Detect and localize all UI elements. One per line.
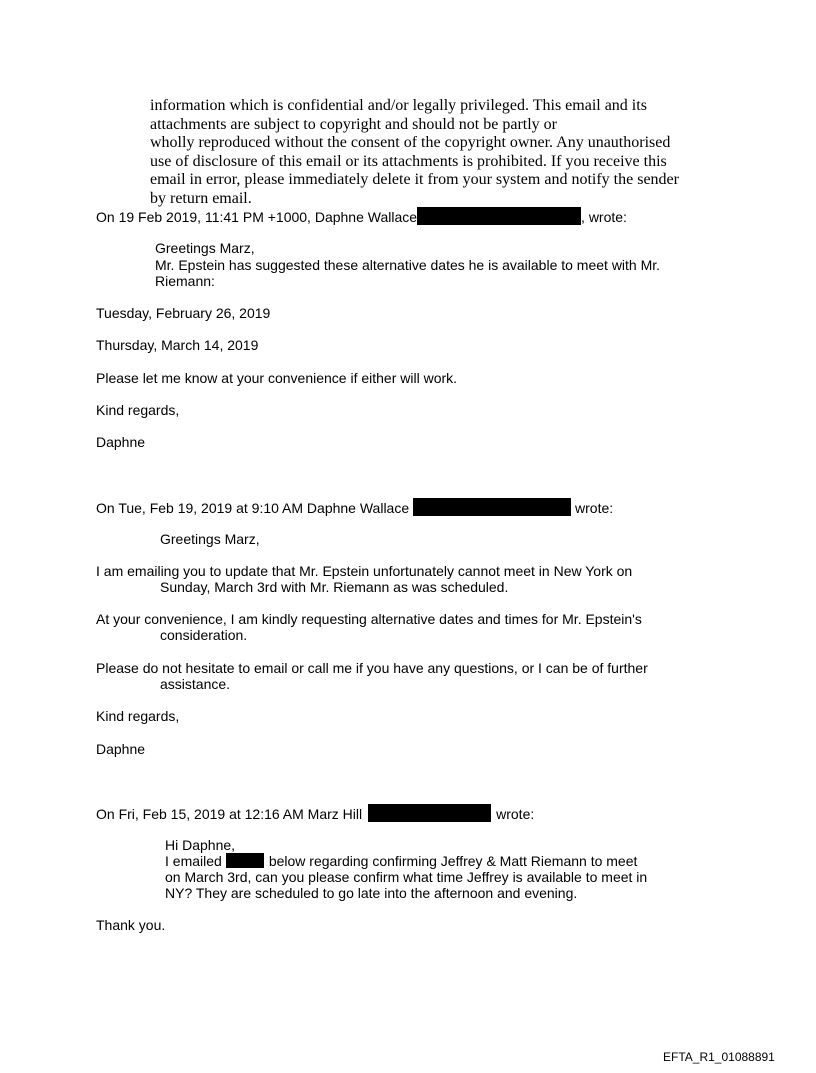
- disclaimer-line: information which is confidential and/or legally privileged. This email and its: [150, 97, 647, 114]
- email-1-header: [96, 207, 627, 225]
- email-2-signature: Daphne: [96, 741, 146, 757]
- email-3-line1-suffix: below regarding confirming Jeffrey & Matt Riemann to meet: [268, 853, 638, 869]
- email-2-header-prefix: On Tue, Feb 19, 2019 at 9:10 AM Daphne Wallace: [96, 500, 410, 516]
- email-2-body-line: consideration.: [160, 627, 248, 643]
- email-3-body-line: on March 3rd, can you please confirm what time Jeffrey is available to meet in: [165, 869, 648, 885]
- email-1-body-line: Riemann:: [155, 273, 215, 289]
- email-2-body-line: assistance.: [160, 676, 231, 692]
- disclaimer-line: email in error, please immediately delete it from your system and notify the sender: [150, 171, 679, 188]
- redaction-box: [226, 853, 264, 868]
- email-1-body-line: Mr. Epstein has suggested these alternative dates he is available to meet with Mr.: [155, 257, 661, 273]
- email-3-greeting: Hi Daphne,: [165, 837, 236, 853]
- email-2-greeting: Greetings Marz,: [160, 531, 260, 547]
- email-1-header-suffix: , wrote:: [581, 209, 627, 225]
- email-2-header-suffix: wrote:: [571, 500, 614, 516]
- disclaimer-line: wholly reproduced without the consent of the copyright owner. Any unauthorised: [150, 134, 671, 151]
- email-3-header-prefix: On Fri, Feb 15, 2019 at 12:16 AM Marz Hill: [96, 806, 363, 822]
- email-1-greeting: Greetings Marz,: [155, 240, 255, 256]
- disclaimer-line: attachments are subject to copyright and should not be partly or: [150, 115, 557, 133]
- disclaimer-line: by return email.: [150, 189, 252, 207]
- email-3-thanks: Thank you.: [96, 917, 166, 933]
- email-1-closing: Kind regards,: [96, 402, 180, 418]
- email-3-body-line: NY? They are scheduled to go late into the afternoon and evening.: [165, 885, 578, 901]
- email-2-header: [96, 498, 613, 516]
- email-1-header-prefix: On 19 Feb 2019, 11:41 PM +1000, Daphne Wallace: [96, 209, 418, 225]
- email-2-body-line: Please do not hesitate to email or call me if you have any questions, or I can be of further: [96, 660, 648, 676]
- document-id: EFTA_R1_01088891: [663, 1050, 775, 1064]
- email-1-request: Please let me know at your convenience if either will work.: [96, 370, 458, 386]
- email-2-body-line: Sunday, March 3rd with Mr. Riemann as was scheduled.: [160, 579, 509, 595]
- redaction-box: [368, 804, 491, 822]
- redaction-box: [417, 207, 581, 225]
- email-1-date: Tuesday, February 26, 2019: [96, 305, 271, 321]
- email-1-signature: Daphne: [96, 434, 146, 450]
- email-2-body-line: At your convenience, I am kindly requesting alternative dates and times for Mr. Epstein's: [96, 611, 642, 627]
- disclaimer-line: use of disclosure of this email or its attachments is prohibited. If you receive this: [150, 152, 667, 170]
- email-2-closing: Kind regards,: [96, 708, 180, 724]
- email-2-body-line: I am emailing you to update that Mr. Epstein unfortunately cannot meet in New York on: [96, 563, 633, 579]
- email-3-header: [96, 804, 534, 822]
- email-3-header-suffix: wrote:: [496, 806, 535, 822]
- redaction-box: [413, 498, 571, 516]
- email-1-date: Thursday, March 14, 2019: [96, 337, 259, 353]
- email-3-line1-prefix: I emailed: [165, 853, 222, 869]
- email-3-body-line: [165, 853, 637, 869]
